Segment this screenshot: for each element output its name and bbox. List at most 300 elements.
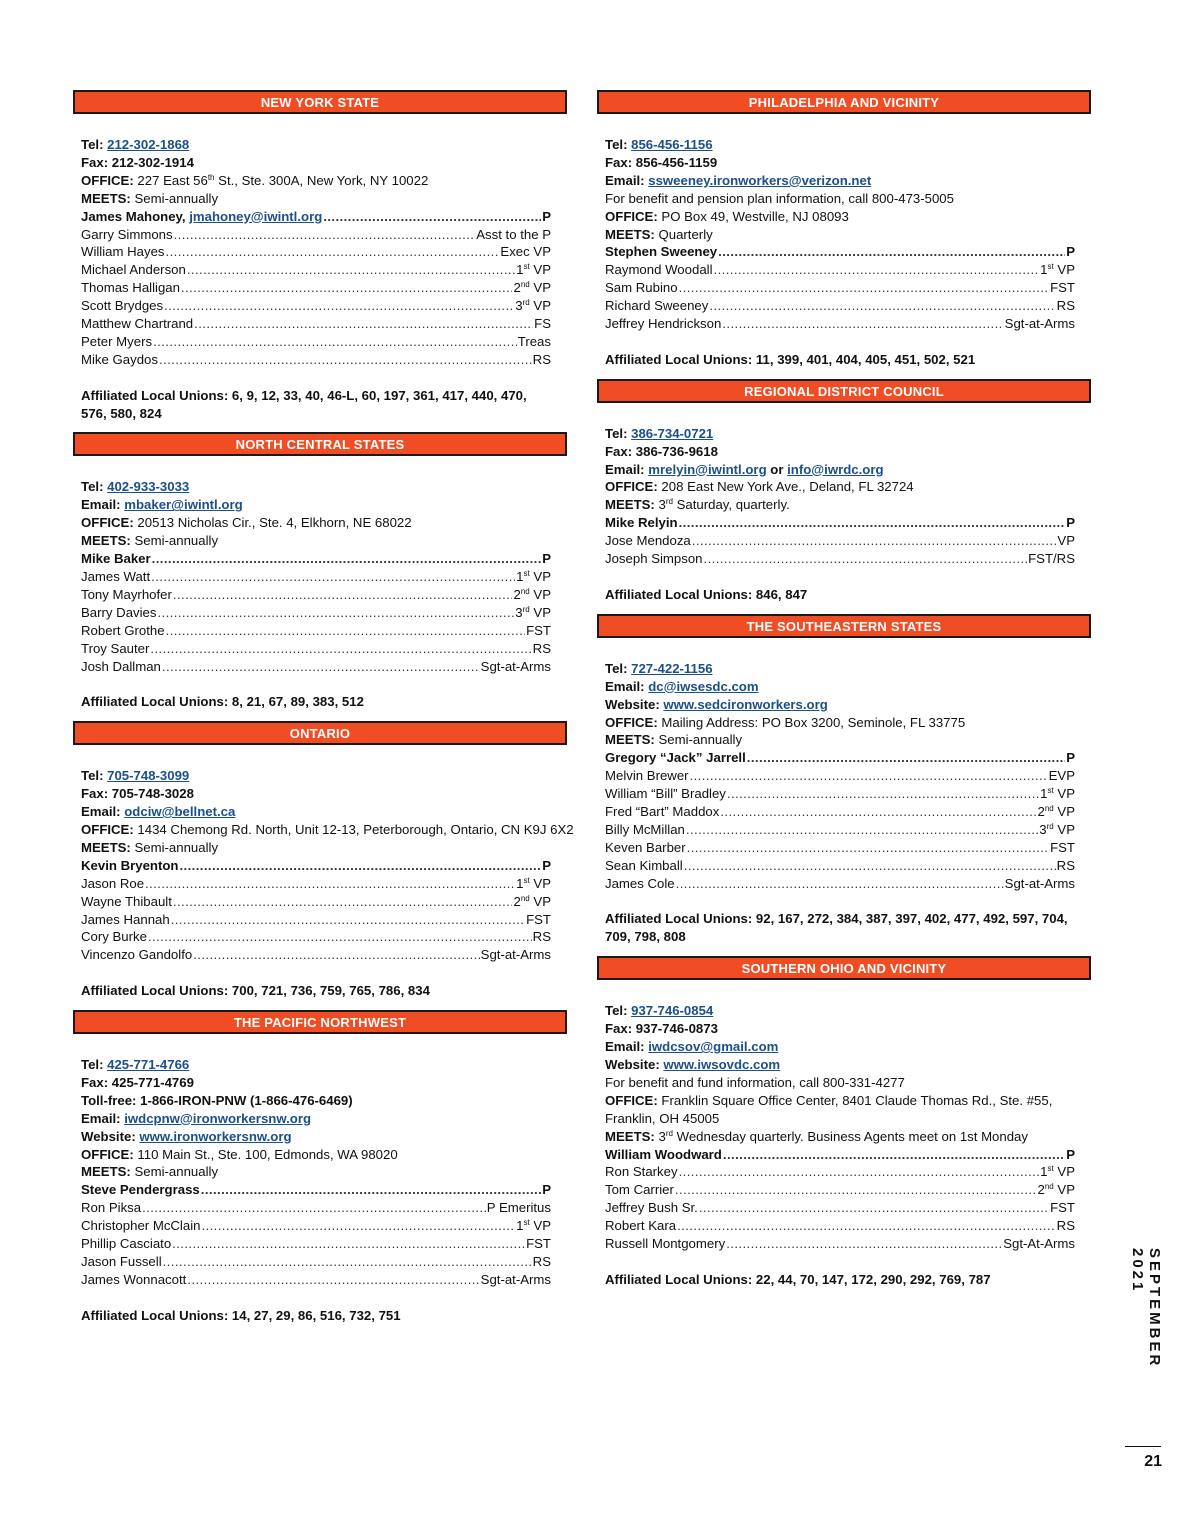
contact-line	[605, 696, 1075, 714]
contact-label: MEETS:	[605, 732, 659, 748]
officer-title-wrap	[518, 333, 551, 351]
officer-title: P	[542, 1182, 551, 1198]
officer-title-wrap	[516, 261, 551, 279]
ordinal-suffix: st	[1047, 1164, 1054, 1174]
page-number: 21	[1144, 1453, 1162, 1470]
officer-title-wrap	[1040, 261, 1075, 279]
officer-title-wrap	[516, 875, 551, 893]
officer-name: Steve Pendergrass	[81, 1182, 200, 1198]
contact-link[interactable]: 386-734-0721	[631, 425, 714, 441]
officer-name: Christopher McClain	[81, 1218, 201, 1234]
contact-label: MEETS:	[605, 226, 659, 242]
contact-label: OFFICE:	[605, 208, 662, 224]
officer-title-wrap	[1057, 857, 1075, 875]
dot-leader	[679, 1163, 1040, 1181]
officer-row	[81, 875, 551, 893]
contact-line	[81, 767, 551, 785]
officer-title: VP	[529, 298, 551, 314]
officer-title: 1	[1040, 786, 1048, 802]
officer-name: Russell Montgomery	[605, 1236, 726, 1252]
dot-leader	[714, 261, 1040, 279]
contact-text: 227 East 56	[137, 172, 208, 188]
contact-link[interactable]: 727-422-1156	[631, 660, 713, 676]
officer-name: Phillip Casciato	[81, 1236, 172, 1252]
contact-link[interactable]: dc@iwsesdc.com	[648, 678, 759, 694]
dot-leader	[172, 1235, 525, 1253]
district-council-southeastern	[597, 614, 1091, 946]
officer-title: RS	[532, 640, 551, 656]
ordinal-suffix: rd	[1046, 821, 1054, 831]
officer-name-wrap	[81, 261, 186, 279]
contact-line	[81, 1128, 551, 1146]
contact-link[interactable]: 425-771-4766	[107, 1057, 190, 1073]
contact-line	[605, 478, 1075, 496]
officer-title: 1	[1040, 262, 1048, 278]
contact-link[interactable]: 937-746-0854	[631, 1003, 714, 1019]
contact-label: MEETS:	[605, 497, 659, 513]
officer-title: P	[1066, 515, 1075, 531]
dot-leader	[171, 911, 525, 929]
officer-title: 1	[516, 1218, 524, 1234]
contact-text: Saturday, quarterly.	[672, 497, 790, 513]
contact-label: Tel:	[81, 479, 108, 495]
dot-leader	[726, 1235, 1002, 1253]
contact-label: OFFICE:	[81, 172, 138, 188]
officer-name: Jeffrey Hendrickson	[605, 316, 722, 332]
ordinal-suffix: rd	[522, 298, 530, 308]
officer-name: Stephen Sweeney	[605, 244, 718, 260]
contact-line	[605, 1056, 1075, 1074]
dot-leader	[677, 1217, 1056, 1235]
officer-name-wrap	[81, 550, 151, 568]
officer-name-wrap	[605, 767, 689, 785]
affiliated-local-unions: Affiliated Local Unions: 6, 9, 12, 33, 40, 46-L, 60, 197, 361, 417, 440, 470, 576, 580, 824	[81, 387, 527, 421]
dot-leader	[679, 279, 1050, 297]
contact-text: Semi-annually	[134, 1164, 219, 1180]
dot-leader	[709, 297, 1055, 315]
officer-title: RS	[1056, 857, 1075, 873]
officer-title: VP	[1053, 786, 1075, 802]
officer-name: Mike Relyin	[605, 515, 678, 531]
section-body	[73, 114, 567, 422]
officer-title: RS	[1056, 1218, 1075, 1234]
affiliated-local-unions: Affiliated Local Unions: 14, 27, 29, 86, 516, 732, 751	[81, 1307, 401, 1323]
left-column	[73, 90, 574, 1335]
officer-name-wrap	[605, 821, 685, 839]
contact-text: Semi-annually	[134, 839, 219, 855]
officer-title: 2	[1037, 804, 1045, 820]
contact-line	[605, 496, 1075, 514]
officer-title-wrap	[500, 243, 551, 261]
ordinal-suffix: nd	[520, 280, 530, 290]
officer-name-wrap	[81, 243, 165, 261]
section-body	[597, 114, 1091, 369]
contact-link[interactable]: 705-748-3099	[107, 768, 190, 784]
contact-link[interactable]: www.ironworkersnw.org	[139, 1128, 292, 1144]
contact-label: Website:	[81, 1128, 140, 1144]
officer-row	[81, 550, 551, 568]
contact-link[interactable]: mrelyin@iwintl.org	[648, 461, 767, 477]
officer-title: EVP	[1048, 768, 1075, 784]
officer-row	[605, 243, 1075, 261]
contact-line	[81, 785, 551, 803]
section-body	[73, 456, 567, 711]
officer-title: VP	[1053, 804, 1075, 820]
contact-link[interactable]: www.sedcironworkers.org	[663, 696, 828, 712]
contact-label: Website:	[605, 696, 664, 712]
dot-leader	[201, 1181, 541, 1199]
dot-leader	[686, 821, 1038, 839]
officer-name-wrap	[605, 1199, 698, 1217]
officer-title-wrap	[476, 226, 551, 244]
contact-link[interactable]: 856-456-1156	[631, 137, 713, 152]
officer-title: RS	[532, 351, 551, 367]
dot-leader	[675, 1181, 1037, 1199]
dot-leader	[684, 857, 1056, 875]
officer-title-wrap	[1066, 514, 1075, 532]
officer-name: Melvin Brewer	[605, 768, 689, 784]
contact-text: Mailing Address: PO Box 3200, Seminole, FL 33775	[661, 714, 966, 730]
contact-value: 212-302-1914	[111, 154, 194, 170]
contact-line	[81, 803, 551, 821]
officer-name: Peter Myers	[81, 333, 153, 349]
section-body	[597, 403, 1091, 604]
officer-name-wrap	[605, 1163, 678, 1181]
officer-title: FST	[1050, 280, 1075, 296]
officer-title: FST	[1050, 1200, 1075, 1216]
dot-leader	[194, 315, 533, 333]
officer-name-wrap	[81, 586, 172, 604]
ordinal-suffix: st	[523, 569, 530, 579]
officer-row	[81, 1253, 551, 1271]
officer-title: Sgt-At-Arms	[1003, 1236, 1075, 1252]
officer-title: FST	[526, 911, 551, 927]
contact-line	[81, 1074, 551, 1092]
dot-leader	[166, 243, 500, 261]
contact-label: Email:	[605, 1039, 649, 1055]
officer-title: Asst to the P	[476, 226, 551, 242]
officer-title-wrap	[1003, 1235, 1075, 1253]
officer-name-wrap	[81, 928, 147, 946]
officer-row	[605, 767, 1075, 785]
officer-name: Troy Sauter	[81, 640, 150, 656]
contact-label: OFFICE:	[605, 479, 662, 495]
contact-value: 705-748-3028	[111, 786, 194, 802]
officer-title: Sgt-at-Arms	[480, 947, 551, 963]
section-banner: NEW YORK STATE	[73, 90, 567, 114]
officer-name: Vincenzo Gandolfo	[81, 947, 193, 963]
contact-text: Franklin Square Office Center, 8401 Claude Thomas Rd., Ste. #55,	[661, 1092, 1053, 1108]
dot-leader	[201, 1217, 515, 1235]
officer-row	[81, 351, 551, 369]
section-banner: ONTARIO	[73, 721, 567, 745]
officer-row	[81, 893, 551, 911]
contact-label: Tel:	[81, 137, 108, 152]
officer-row	[81, 279, 551, 297]
officer-row	[605, 514, 1075, 532]
officer-name: Keven Barber	[605, 839, 686, 855]
officer-name: Barry Davies	[81, 604, 157, 620]
officer-title-wrap	[481, 946, 551, 964]
officer-name: Fred “Bart” Maddox	[605, 804, 720, 820]
officer-title: P	[542, 551, 551, 567]
officer-title: VP	[1053, 262, 1075, 278]
contact-value: 386-736-9618	[635, 443, 718, 459]
contact-line	[605, 1002, 1075, 1020]
officer-email-link[interactable]: jmahoney@iwintl.org	[189, 208, 323, 224]
contact-line	[81, 532, 551, 550]
section-banner: REGIONAL DISTRICT COUNCIL	[597, 379, 1091, 403]
contact-line	[81, 136, 551, 154]
officer-name-wrap	[605, 514, 678, 532]
section-body	[73, 745, 574, 1000]
district-council-new-york-state	[73, 90, 567, 422]
officer-title: 2	[513, 893, 521, 909]
section-body	[597, 638, 1091, 946]
contact-label: OFFICE:	[81, 1146, 138, 1162]
contact-label: Tel:	[81, 768, 108, 784]
officer-name: James Watt	[81, 569, 151, 585]
officer-title-wrap	[526, 911, 551, 929]
officer-title: P	[1066, 1146, 1075, 1162]
district-council-southern-ohio	[597, 956, 1091, 1288]
officer-name-wrap	[605, 1217, 676, 1235]
officer-name: Jason Roe	[81, 875, 145, 891]
officer-row	[81, 857, 551, 875]
officer-name-wrap	[81, 315, 193, 333]
district-council-regional-district	[597, 379, 1091, 604]
officer-title-wrap	[516, 568, 551, 586]
section-banner: PHILADELPHIA AND VICINITY	[597, 90, 1091, 114]
contact-line	[605, 461, 1075, 479]
officer-name: James Cole	[605, 875, 675, 891]
spacer	[605, 893, 1075, 911]
issue-date-label: SEPTEMBER 2021	[1129, 1248, 1163, 1369]
contact-line	[605, 1110, 1075, 1128]
contact-label: MEETS:	[81, 1164, 135, 1180]
contact-label: Fax:	[605, 443, 636, 459]
officer-name: William Woodward	[605, 1146, 722, 1162]
contact-label: Tel:	[605, 660, 632, 676]
contact-line	[605, 731, 1075, 749]
officer-name-wrap	[605, 839, 686, 857]
contact-label: Fax:	[605, 1021, 636, 1037]
contact-line	[605, 1128, 1075, 1146]
ordinal-suffix: th	[207, 172, 215, 182]
officer-title: VP	[529, 586, 551, 602]
contact-link[interactable]: mbaker@iwintl.org	[124, 497, 243, 513]
officer-row	[605, 785, 1075, 803]
dot-leader	[687, 839, 1049, 857]
officer-title-wrap	[1037, 803, 1075, 821]
officer-name-wrap	[81, 911, 170, 929]
ordinal-suffix: st	[1047, 786, 1054, 796]
dot-leader	[159, 351, 532, 369]
contact-value: 425-771-4769	[111, 1074, 194, 1090]
contact-line	[81, 1146, 551, 1164]
contact-line	[605, 714, 1075, 732]
contact-line	[81, 1092, 551, 1110]
affiliated-local-unions: Affiliated Local Unions: 11, 399, 401, 404, 405, 451, 502, 521	[605, 351, 976, 367]
contact-label: Email:	[605, 461, 649, 477]
officer-title-wrap	[1057, 297, 1075, 315]
officer-name: Joseph Simpson	[605, 551, 703, 567]
section-banner: NORTH CENTRAL STATES	[73, 432, 567, 456]
officer-title-wrap	[516, 1217, 551, 1235]
officer-row	[605, 550, 1075, 568]
officer-title: 1	[516, 569, 524, 585]
section-banner: THE SOUTHEASTERN STATES	[597, 614, 1091, 638]
contact-link[interactable]: iwdcsov@gmail.com	[648, 1039, 779, 1055]
officer-title-wrap	[1005, 875, 1075, 893]
officer-title: 1	[516, 875, 524, 891]
contact-link[interactable]: ssweeney.ironworkers@verizon.net	[648, 172, 872, 188]
officer-row	[81, 1217, 551, 1235]
officer-title-wrap	[513, 586, 551, 604]
officer-name-wrap	[605, 315, 721, 333]
officer-title: FST	[1050, 839, 1075, 855]
contact-line	[605, 208, 1075, 226]
district-council-ontario	[73, 721, 574, 1000]
contact-link[interactable]: 402-933-3033	[107, 479, 190, 495]
contact-text: For benefit and fund information, call 800-331-4277	[605, 1074, 905, 1090]
contact-label: Toll-free:	[81, 1092, 141, 1108]
contact-link[interactable]: info@iwrdc.org	[787, 461, 884, 477]
officer-name-wrap	[81, 208, 322, 226]
contact-line	[81, 154, 551, 172]
dot-leader	[157, 604, 514, 622]
officer-title: RS	[532, 929, 551, 945]
contact-line	[605, 1092, 1075, 1110]
officer-name: Wayne Thibault	[81, 893, 172, 909]
spacer	[81, 675, 551, 693]
officer-name: William “Bill” Bradley	[605, 786, 726, 802]
officer-title-wrap	[1040, 1163, 1075, 1181]
dot-leader	[718, 243, 1065, 261]
officer-name: Robert Grothe	[81, 622, 165, 638]
officer-row	[81, 911, 551, 929]
officer-name: Tom Carrier	[605, 1182, 674, 1198]
officer-row	[605, 839, 1075, 857]
contact-link[interactable]: iwdcpnw@ironworkersnw.org	[124, 1110, 312, 1126]
officer-name: Jeffrey Bush Sr.	[605, 1200, 698, 1216]
officer-name: William Hayes	[81, 244, 165, 260]
officer-row	[605, 1163, 1075, 1181]
contact-text: Semi-annually	[134, 190, 219, 206]
officer-title-wrap	[533, 640, 551, 658]
spacer	[81, 369, 551, 387]
officer-name-wrap	[605, 1146, 722, 1164]
officer-title-wrap	[526, 1235, 551, 1253]
contact-label: MEETS:	[605, 1128, 659, 1144]
officer-name: Kevin Bryenton	[81, 857, 179, 873]
officer-name: Mike Baker	[81, 551, 151, 567]
officer-row	[81, 1271, 551, 1289]
officer-title: VP	[529, 604, 551, 620]
section-body	[597, 980, 1091, 1288]
contact-text: Semi-annually	[658, 732, 743, 748]
officer-name: Raymond Woodall	[605, 262, 713, 278]
officer-row	[81, 1199, 551, 1217]
officer-name: Jose Mendoza	[605, 533, 691, 549]
contact-text: 1434 Chemong Rd. North, Unit 12-13, Peterborough, Ontario, CN K9J 6X2	[137, 821, 574, 837]
contact-link[interactable]: www.iwsovdc.com	[663, 1057, 781, 1073]
ordinal-suffix: nd	[1044, 1182, 1054, 1192]
dot-leader	[142, 1199, 486, 1217]
ordinal-suffix: st	[523, 262, 530, 272]
officer-title: 2	[1037, 1182, 1045, 1198]
officer-row	[81, 1235, 551, 1253]
contact-text: For benefit and pension plan information, call 800-473-5005	[605, 190, 954, 206]
officer-row	[81, 297, 551, 315]
officer-title-wrap	[1049, 767, 1075, 785]
officer-title: FS	[534, 316, 551, 332]
contact-link[interactable]: odciw@bellnet.ca	[124, 804, 236, 820]
officer-title-wrap	[1066, 749, 1075, 767]
officer-name: Mike Gaydos	[81, 351, 158, 367]
ordinal-suffix: rd	[665, 497, 673, 507]
officer-name-wrap	[605, 297, 708, 315]
officer-title-wrap	[487, 1199, 551, 1217]
officer-row	[81, 586, 551, 604]
officer-title: VP	[1053, 821, 1075, 837]
officer-title-wrap	[542, 1181, 551, 1199]
officer-name: Matthew Chartrand	[81, 316, 194, 332]
officer-name-wrap	[81, 1253, 162, 1271]
officer-name: Richard Sweeney	[605, 298, 709, 314]
officer-row	[81, 243, 551, 261]
officer-row	[81, 946, 551, 964]
officer-row	[605, 1181, 1075, 1199]
contact-line	[81, 1163, 551, 1181]
contact-value: 1-866-IRON-PNW (1-866-476-6469)	[140, 1092, 353, 1108]
officer-name: James Wonnacott	[81, 1271, 187, 1287]
officer-row	[81, 658, 551, 676]
contact-line	[81, 514, 551, 532]
contact-label: Tel:	[81, 1057, 108, 1073]
officer-title: FST	[526, 622, 551, 638]
dot-leader	[323, 208, 541, 226]
officer-title-wrap	[533, 1253, 551, 1271]
officer-name-wrap	[81, 1199, 141, 1217]
officer-title-wrap	[1050, 1199, 1075, 1217]
contact-value: 856-456-1159	[635, 154, 718, 170]
contact-link[interactable]: 212-302-1868	[107, 137, 190, 152]
contact-label: Email:	[605, 172, 649, 188]
officer-title-wrap	[533, 928, 551, 946]
contact-label: Fax:	[81, 154, 112, 170]
dot-leader	[151, 568, 515, 586]
contact-separator: or	[766, 461, 788, 477]
officer-name: Gregory “Jack” Jarrell	[605, 750, 746, 766]
spacer	[81, 964, 551, 982]
contact-line	[81, 1056, 551, 1074]
officer-name: Sean Kimball	[605, 857, 683, 873]
officer-title-wrap	[526, 622, 551, 640]
dot-leader	[179, 857, 541, 875]
contact-label: OFFICE:	[605, 714, 662, 730]
ordinal-suffix: rd	[522, 604, 530, 614]
dot-leader	[187, 1271, 479, 1289]
contact-text: St., Ste. 300A, New York, NY 10022	[214, 172, 429, 188]
officer-name: Tony Mayrhofer	[81, 586, 172, 602]
dot-leader	[166, 622, 526, 640]
officer-name-wrap	[605, 279, 678, 297]
contact-line	[605, 443, 1075, 461]
officer-row	[81, 640, 551, 658]
officer-name: James Hannah	[81, 911, 170, 927]
officer-title: Sgt-at-Arms	[1004, 875, 1075, 891]
